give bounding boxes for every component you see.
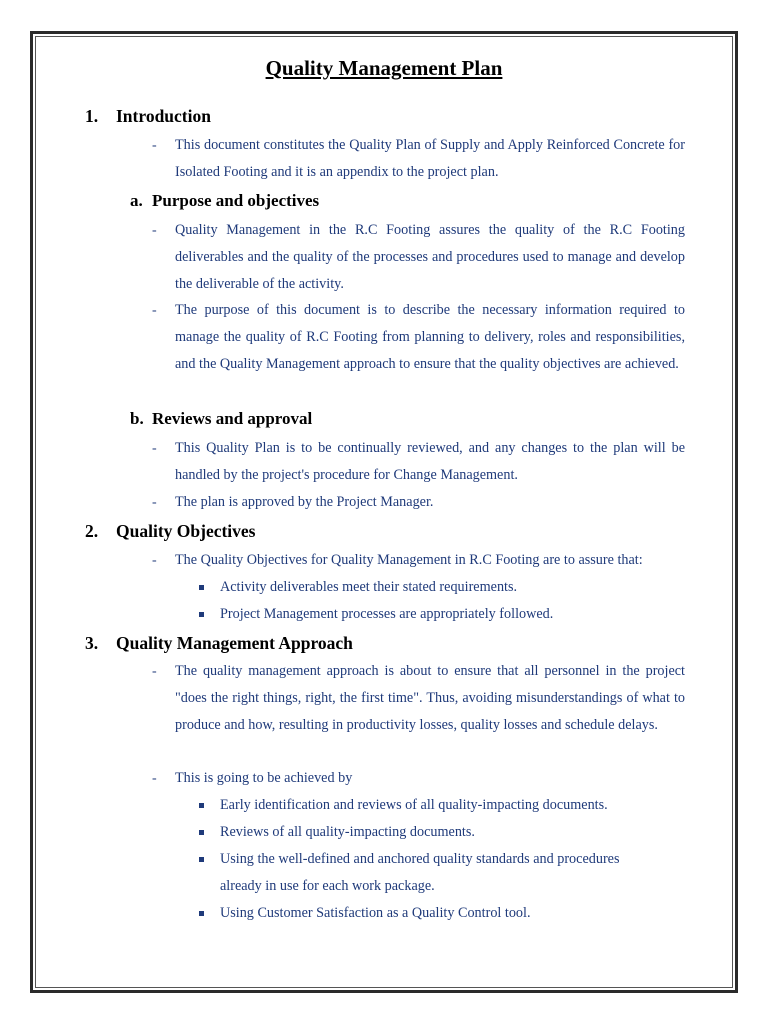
subsection-letter: b. [130,409,144,428]
dash-marker: - [152,664,157,679]
dash-marker: - [152,223,157,238]
subsection-letter: a. [130,191,143,210]
section-title: Introduction [116,106,211,126]
bullet-item: Using the well-defined and anchored quality standards and procedures already in use for each work package. [220,851,620,894]
section-number: 3. [85,633,99,653]
section-number: 2. [85,521,99,541]
paragraph: This is going to be achieved by [175,770,353,786]
section-title: Quality Management Approach [116,633,353,653]
dash-marker: - [152,771,157,786]
paragraph: This document constitutes the Quality Plan of Supply and Apply Reinforced Concrete for Isolated Footing and it is an appendix to the project plan. [175,137,685,180]
paragraph: The quality management approach is about to ensure that all personnel in the project "does the right things, right, the first time". Thus, avoiding misunderstandings of what to produce and how, resulting in productivity losses, quality losses and schedule delays. [175,663,685,733]
document-title: Quality Management Plan [265,56,503,80]
bullet-item: Activity deliverables meet their stated requirements. [220,579,518,595]
bullet-item: Using Customer Satisfaction as a Quality Control tool. [220,905,531,921]
paragraph: The plan is approved by the Project Manager. [175,494,434,510]
dash-marker: - [152,495,157,510]
dash-marker: - [152,138,157,153]
section-title: Quality Objectives [116,521,256,541]
bullet-marker [199,585,204,590]
section-number: 1. [85,106,99,126]
paragraph: This Quality Plan is to be continually reviewed, and any changes to the plan will be handled by the project's procedure for Change Management. [175,440,685,483]
bullet-item: Reviews of all quality-impacting documents. [220,824,475,840]
bullet-item: Project Management processes are appropriately followed. [220,606,554,622]
bullet-marker [199,612,204,617]
subsection-title: Purpose and objectives [152,191,320,210]
bullet-marker [199,911,204,916]
bullet-marker [199,830,204,835]
dash-marker: - [152,553,157,568]
bullet-marker [199,857,204,862]
bullet-marker [199,803,204,808]
subsection-title: Reviews and approval [152,409,313,428]
dash-marker: - [152,441,157,456]
bullet-item: Early identification and reviews of all quality-impacting documents. [220,797,608,813]
paragraph: The purpose of this document is to describe the necessary information required to manage the quality of R.C Footing from planning to delivery, roles and responsibilities, and the Quality Management approach to ensure that the quality objectives are achieved. [175,302,685,372]
dash-marker: - [152,303,157,318]
paragraph: Quality Management in the R.C Footing assures the quality of the R.C Footing deliverables and the quality of the processes and procedures used to manage and develop the deliverable of the activity. [175,222,685,292]
paragraph: The Quality Objectives for Quality Management in R.C Footing are to assure that: [175,552,643,568]
